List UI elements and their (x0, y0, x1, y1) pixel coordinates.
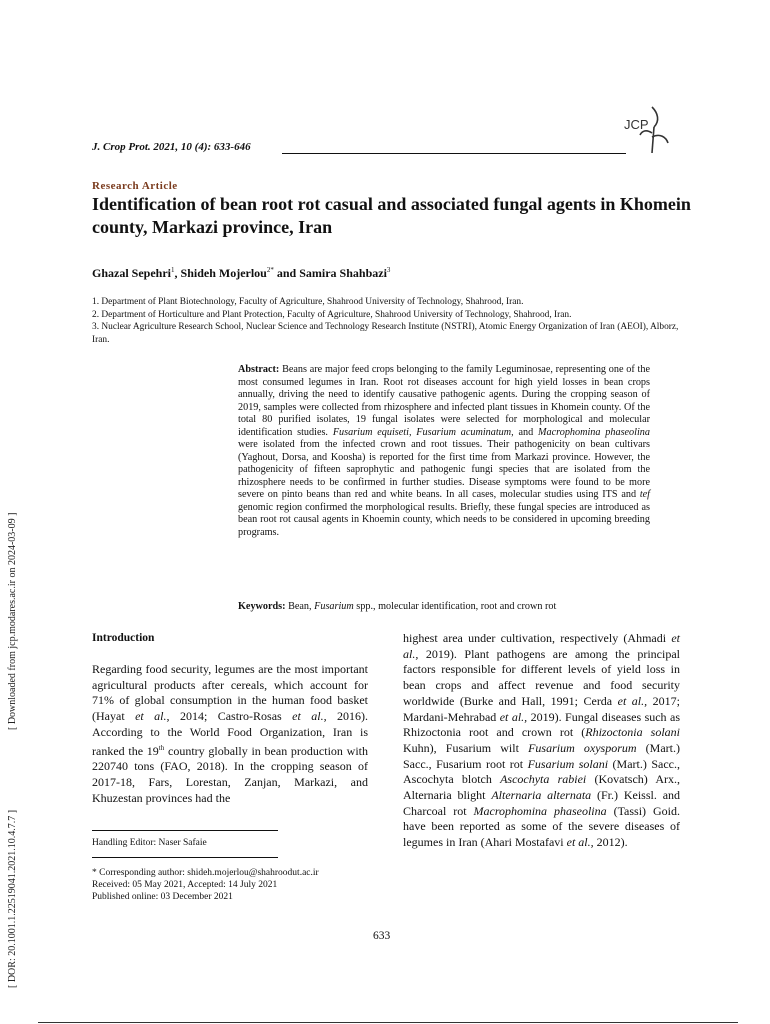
citation-etal: et al., (292, 709, 327, 724)
author-separator: and (273, 266, 300, 280)
footnote-rule (92, 830, 278, 831)
affiliation: 1. Department of Plant Biotechnology, Faculty of Agriculture, Shahrood University of Technology, Shahrood, Iran. (92, 297, 524, 307)
author-separator: , (174, 266, 181, 280)
bottom-rule (38, 1022, 738, 1023)
citation-etal: et al., (135, 709, 170, 724)
author-affil-mark: 1 (171, 266, 175, 274)
paper-title: Identification of bean root rot casual and associated fungal agents in Khomein county, Markazi province, Iran (92, 194, 691, 237)
keyword-text: spp., molecular identification, root and crown rot (353, 601, 557, 612)
species-name: Fusarium solani (527, 756, 609, 771)
species-name: Macrophomina phaseolina (538, 426, 650, 438)
keyword-italic: Fusarium (314, 601, 354, 612)
abstract-text: genomic region confirmed the morphological results. Briefly, these fungal species are introduced as bean root rot causal agents in Khoemin county, which needs to be considered in upcoming breeding programs. (238, 501, 650, 538)
keywords-label: Keywords: (238, 601, 286, 612)
handling-editor: Handling Editor: Naser Safaie (92, 838, 207, 848)
affiliations (92, 296, 682, 346)
species-name: Macrophomina phaseolina (473, 803, 607, 818)
body-text: country globally in bean production with 220740 tons (FAO, 2018). In the cropping season of 2017-18, Fars, Lorestan, Zanjan, Markazi, and Khuzestan provinces had the (92, 743, 368, 805)
journal-citation: J. Crop Prot. 2021, 10 (4): 633-646 (92, 141, 251, 153)
author-name: Ghazal Sepehri (92, 266, 172, 280)
body-text: 2012). (593, 835, 628, 850)
species-name: Fusarium oxysporum (528, 740, 637, 755)
body-text: 2016). According to the World Food Organization, Iran is ranked the 19 (92, 709, 369, 758)
abstract-text: Beans are major feed crops belonging to the family Leguminosae, representing one of the most consumed legumes in Iran. Root rot diseases account for high yield losses in bean crops annually, driving the need to identify causative pathogenic agents. During the cropping season of 2019, samples were collected from rhizosphere and infected plant tissues in Khomein county. Of the total 80 purified isolates, 19 fungal isolates were selected for morphological and molecular identification studies. (238, 364, 650, 438)
body-text: 2019). Fungal diseases such as Rhizoctonia root and crown rot ( (403, 709, 680, 740)
received-dates: Received: 05 May 2021, Accepted: 14 July 2021 (92, 880, 278, 890)
body-text: (Mart.) Sacc., Ascochyta blotch (403, 756, 680, 787)
author-list (92, 266, 390, 281)
citation-etal: et al., (499, 709, 528, 724)
header-rule (282, 153, 626, 154)
affiliation: 3. Nuclear Agriculture Research School, Nuclear Science and Technology Research Institute (NSTRI), Atomic Energy Organization of Iran (AEOI), Alborz, Iran. (92, 322, 679, 345)
author-affil-mark: 3 (386, 266, 391, 274)
citation-etal: et al., (403, 631, 680, 661)
author-name: Samira Shahbazi (299, 266, 387, 280)
body-text: (Mart.) Sacc., Fusarium root rot (403, 740, 680, 771)
footnote-rule (92, 857, 278, 858)
citation-etal: et al., (566, 835, 594, 850)
body-text: (Fr.) Keissl. and Charcoal rot (403, 788, 681, 818)
species-name: Ascochyta rabiei (500, 772, 587, 787)
download-stamp: [ Downloaded from jcp.modares.ac.ir on 2024-03-09 ] (7, 512, 18, 730)
species-name: Rhizoctonia solani (585, 725, 680, 740)
keyword-text: Bean, (285, 601, 315, 612)
body-text: Kuhn), Fusarium wilt (403, 740, 529, 755)
species-name: Fusarium equiseti, Fusarium acuminatum, (332, 426, 514, 438)
abstract-text: and (513, 426, 539, 438)
abstract (238, 364, 650, 539)
body-text: 2019). Plant pathogens are among the principal factors responsible for different levels of yield loss in bean crops and affect revenue and food security worldwide (Burke and Hall, 1991; Cerda (403, 646, 680, 708)
gene-name: tef (639, 489, 650, 500)
affiliation: 2. Department of Horticulture and Plant Protection, Faculty of Agriculture, Shahrood University of Technology, Shahrood, Iran. (92, 309, 572, 320)
citation-etal: et al., (617, 693, 648, 708)
article-type: Research Article (92, 180, 178, 192)
doi-stamp: [ DOR: 20.1001.1.22519041.2021.10.4.7.7 ] (7, 809, 18, 988)
abstract-label: Abstract: (238, 364, 280, 375)
intro-column-right (403, 631, 680, 851)
author-name: Shideh Mojerlou (180, 266, 267, 280)
body-text: 2017; Mardani-Mehrabad (403, 693, 680, 724)
abstract-text: were isolated from the infected crown and root tissues. Their pathogenicity on bean cultivars (Yaghout, Dorsa, and Koosha) is reported for the first time from Markazi province. However, the pathogenicity of fifteen saprophytic and pathogenic fungi species that are isolated from the rhizosphere needs to be confirmed in further studies. Disease symptoms were found to be more severe on pinto beans than red and white beans. In all cases, molecular studies using ITS and (238, 439, 650, 500)
section-heading: Introduction (92, 632, 155, 644)
footnotes (92, 867, 319, 903)
published-date: Published online: 03 December 2021 (92, 892, 233, 902)
body-text: (Kovatsch) Arx., Alternaria blight (403, 772, 680, 803)
body-text: highest area under cultivation, respectively (Ahmadi (403, 631, 672, 645)
species-name: Alternaria alternata (491, 788, 592, 803)
ordinal-suffix: th (158, 743, 165, 752)
author-affil-mark: 2* (266, 266, 274, 274)
svg-text:JCP: JCP (624, 117, 649, 132)
intro-column-left (92, 662, 368, 806)
body-text: 2014; Castro-Rosas (169, 709, 293, 724)
page-number: 633 (373, 930, 391, 942)
keywords (238, 601, 650, 612)
body-text: Regarding food security, legumes are the most important agricultural products after cereals, which account for 71% of global consumption in the human food basket (Hayat (92, 662, 368, 724)
corresponding-author: * Corresponding author: shideh.mojerlou@shahroodut.ac.ir (92, 868, 319, 878)
jcp-logo (622, 103, 670, 155)
body-text: (Tassi) Goid. have been reported as some of the severe diseases of legumes in Iran (Ahari Mostafavi (403, 803, 680, 850)
